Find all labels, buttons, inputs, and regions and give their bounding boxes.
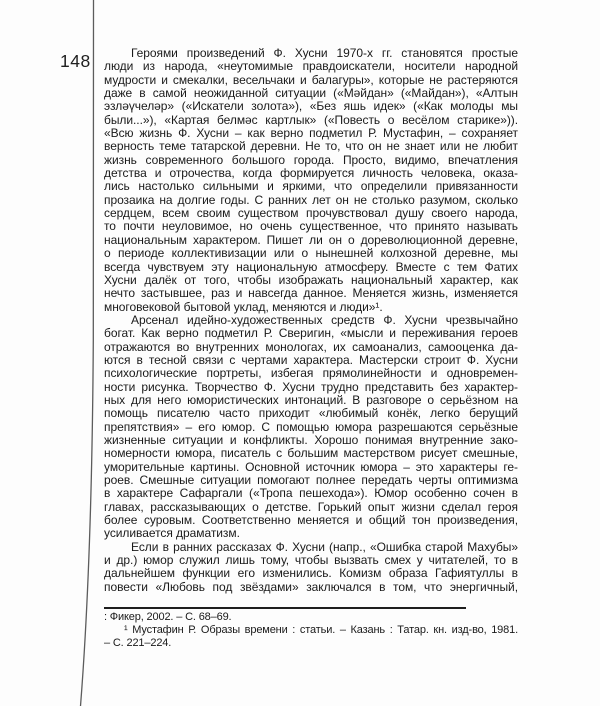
- text-line: помощь писателю часто приходит «любимый конёк, легко берущий: [104, 406, 518, 421]
- text-line: многовековой бытовой уклад, меняются и люди»¹.: [104, 299, 383, 314]
- paragraph-2: [104, 314, 518, 541]
- text-line: прозаика на долгие годы. С ранних лет он не столько разумом, сколько: [104, 192, 518, 207]
- text-line: лись настолько сильными и яркими, что определили привязанности: [104, 179, 518, 194]
- paragraph-3: [104, 541, 518, 594]
- text-line: психологические портреты, избегая прямолинейности и одновремен-: [104, 366, 518, 381]
- text-line: номерности юмора, писатель с большим мастерством рисует смешные,: [104, 446, 518, 461]
- text-line: более суровым. Соответственно меняется и общий тон произведения,: [104, 513, 518, 528]
- footnotes: [104, 611, 518, 651]
- text-line: детства и отрочества, когда формируется личность человека, оказа-: [104, 166, 518, 181]
- text-line: Героями произведений Ф. Хусни 1970-х гг. становятся простые: [131, 46, 518, 60]
- text-line: всегда чувствуем эту национальную атмосферу. Вместе с тем Фатих: [104, 259, 518, 274]
- text-line: жизнь современного большого города. Просто, видимо, впечатления: [104, 152, 518, 167]
- text-line: препятствия» – его юмор. С помощью юмора разрешаются серьёзные: [104, 419, 518, 434]
- text-line: и др.) юмор служил лишь тому, чтобы вызвать смех у читателей, то в: [104, 553, 518, 568]
- text-line: повести «Любовь под звёздами» заключался в том, что энергичный,: [104, 579, 518, 594]
- text-line: богат. Как верно подметил Р. Сверигин, «мысли и переживания героев: [104, 326, 518, 341]
- footnote-separator: [104, 607, 466, 609]
- text-line: сердцем, всем своим существом прочувствовал душу своего народа,: [104, 206, 518, 221]
- page-number: 148: [60, 51, 91, 71]
- text-line: Если в ранних рассказах Ф. Хусни (напр., «Ошибка старой Махубы»: [131, 539, 518, 554]
- text-line: усиливается драматизм.: [104, 526, 240, 541]
- text-line: роев. Смешные ситуации помогают полнее передать черты оптимизма: [104, 473, 518, 487]
- text-line: нечто застывшее, раз и навсегда данное. Меняется жизнь, изменяется: [104, 286, 518, 301]
- text-line: «Всю жизнь Ф. Хусни – как верно подметил Р. Мустафин, – сохраняет: [104, 126, 518, 141]
- text-line: то почти неуловимое, но очень существенное, что принято называть: [104, 219, 518, 234]
- paragraph-1: [104, 47, 518, 314]
- text-line: жизненные ситуации и конфликты. Хорошо понимая внутренние зако-: [104, 432, 518, 447]
- text-line: о периоде коллективизации или о нынешней колхозной деревне, мы: [104, 246, 518, 261]
- text-line: были...»), «Картая белмәс картлык» («Повесть о весёлом старике»)).: [104, 112, 518, 127]
- text-line: главах, рассказывающих о детстве. Горький опыт жизни сделал героя: [104, 499, 518, 514]
- footnote-line: – С. 221–224.: [104, 637, 172, 650]
- text-line: Хусни далёк от того, чтобы изображать национальный характер, как: [104, 272, 518, 287]
- text-line: верность теме татарской деревни. Не то, что он не знает или не любит: [104, 139, 518, 154]
- text-line: даже в самой неожиданной ситуации («Мәйдан» («Майдан»), «Алтын: [104, 86, 518, 101]
- body-text: [104, 47, 518, 594]
- footnote-line: : Фикер, 2002. – С. 68–69.: [104, 611, 232, 623]
- text-line: Арсенал идейно-художественных средств Ф. Хусни чрезвычайно: [131, 312, 518, 327]
- text-line: люди из народа, «неутомимые правдоискатели, носители народной: [104, 59, 518, 74]
- text-line: уморительные картины. Основной источник юмора – это характеры ге-: [104, 459, 518, 474]
- text-line: эзләүчеләр» («Искатели золота»), «Без яшь идек» («Как молоды мы: [104, 99, 518, 114]
- text-line: отражаются во внутренних монологах, их самоанализ, самооценка да-: [104, 339, 518, 354]
- text-line: ности рисунка. Творчество Ф. Хусни трудно представить без характер-: [104, 379, 518, 394]
- text-line: национальным характером. Пишет ли он о дореволюционной деревне,: [104, 232, 518, 247]
- text-line: мудрости и смекалки, весельчаки и балагуры», которые не растеряются: [104, 72, 518, 87]
- text-line: в характере Сафаргали («Тропа пешехода»). Юмор особенно сочен в: [104, 486, 518, 501]
- text-line: дальнейшем функции его изменились. Комизм образа Гафиятуллы в: [104, 566, 518, 581]
- text-line: ных для него юмористических интонаций. В разговоре о серьёзном на: [104, 392, 518, 407]
- footnote-line: ¹ Мустафин Р. Образы времени : статьи. – Казань : Татар. кн. изд-во, 1981.: [124, 624, 518, 637]
- text-line: ются в тесной связи с чертами характера. Мастерски строит Ф. Хусни: [104, 352, 518, 367]
